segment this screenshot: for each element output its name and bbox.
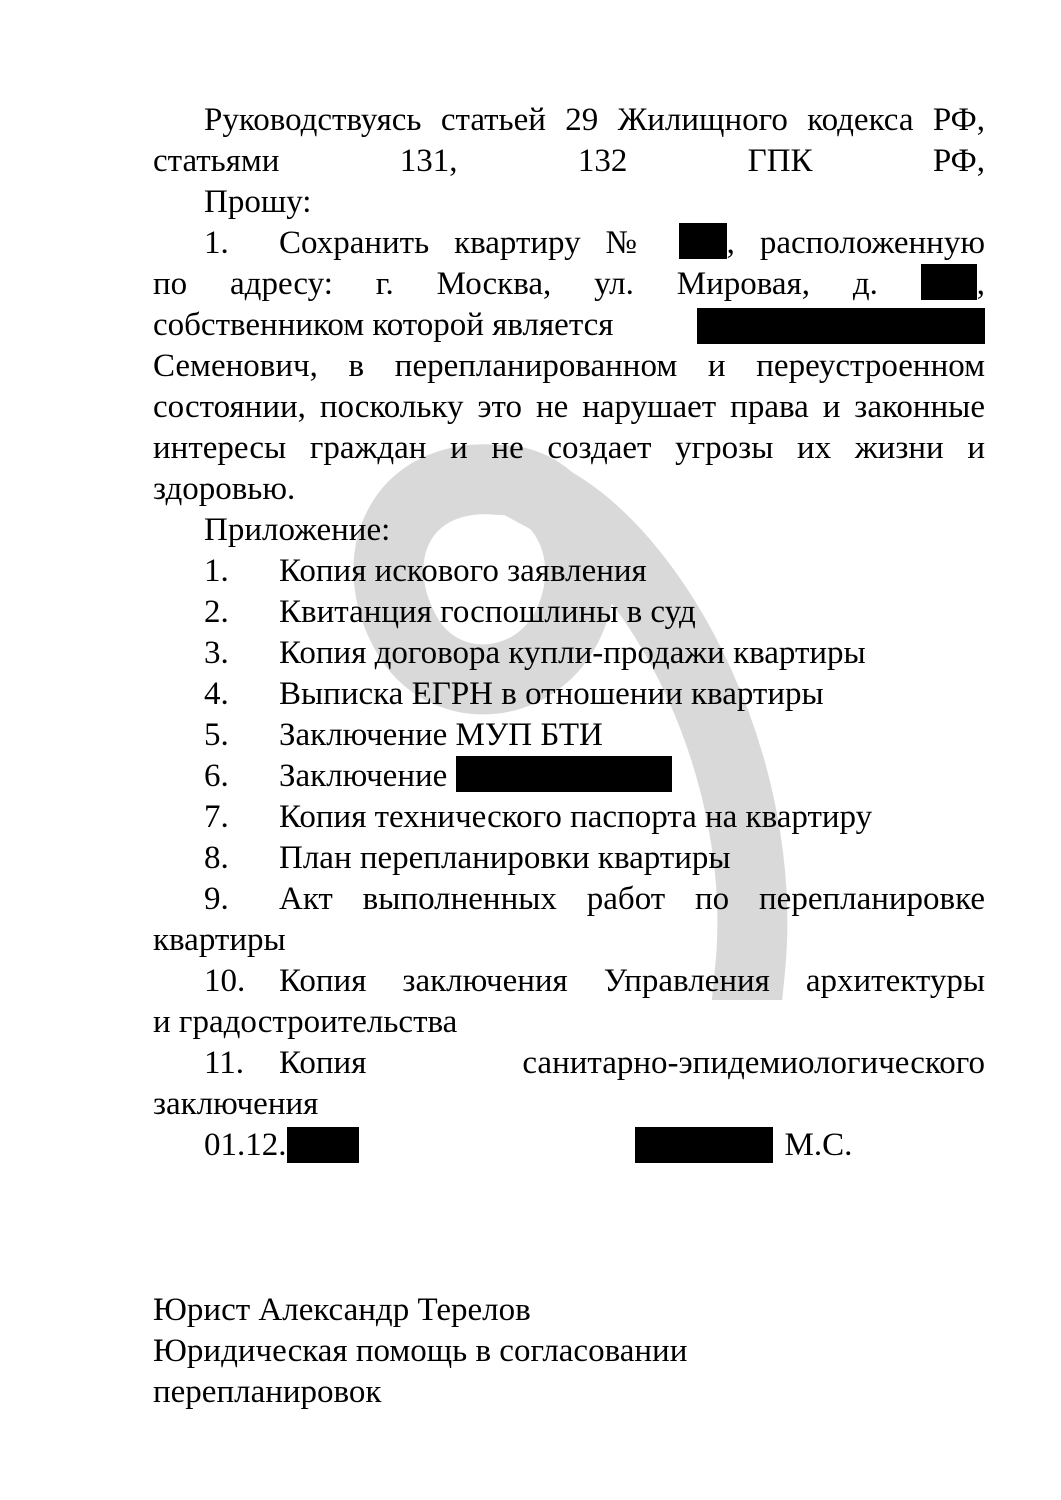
footer-line-1: Юрист Александр Терелов <box>153 1292 531 1328</box>
list-item: 3. Копия договора купли-продажи квартиры <box>204 635 866 671</box>
date: 01.12. <box>204 1127 287 1163</box>
date-signature-line <box>153 1125 985 1166</box>
redaction-box <box>921 264 977 300</box>
intro-paragraph: Руководствуясь статьей 29 Жилищного кодекса РФ, статьями 131, 132 ГПК РФ, <box>153 102 985 179</box>
attachments-label: Приложение: <box>204 512 391 548</box>
list-item: 5. Заключение МУП БТИ <box>204 717 603 753</box>
footer-signature <box>153 1290 985 1413</box>
document-body <box>153 100 985 1166</box>
redaction-box <box>456 756 672 792</box>
redaction-box <box>287 1127 359 1163</box>
list-item: 10. Копия заключения Управления архитектуры <box>204 963 985 999</box>
request-number: 1. <box>204 225 229 261</box>
list-item: 11. Копия санитарно-эпидемиологического <box>204 1045 985 1081</box>
list-item: 1. Копия искового заявления <box>204 553 647 589</box>
list-item: 2. Квитанция госпошлины в суд <box>204 594 696 630</box>
list-item-continuation: и градостроительства <box>153 1004 458 1040</box>
redaction-box <box>679 223 727 259</box>
list-item: 9. Акт выполненных работ по перепланировке <box>204 881 985 917</box>
footer-line-3: перепланировок <box>153 1374 382 1410</box>
footer-line-2: Юридическая помощь в согласовании <box>153 1333 688 1369</box>
request-label: Прошу: <box>204 184 312 220</box>
request-item: 1. Сохранить квартиру № , расположенную по адресу: г. Москва, ул. Мировая, д. , собственником которой является Семенович, в перепланированном и переустроенном состоянии, поскольку это не нарушает права и законные интересы граждан и не создает угрозы их жизни и здоровью. <box>153 223 985 510</box>
list-item: 6. Заключение <box>153 756 985 797</box>
list-item: 8. План перепланировки квартиры <box>204 840 731 876</box>
redaction-box <box>635 1127 773 1163</box>
list-item: 4. Выписка ЕГРН в отношении квартиры <box>204 676 824 712</box>
list-item-continuation: заключения <box>153 1086 319 1122</box>
signatory-initials: М.С. <box>784 1127 853 1163</box>
redaction-box <box>697 308 985 344</box>
list-item-continuation: квартиры <box>153 922 286 958</box>
list-item: 7. Копия технического паспорта на квартиру <box>204 799 873 835</box>
request-text: Семенович, в перепланированном и переустроенном состоянии, поскольку это не нарушает права и законные интересы граждан и не создает угрозы их жизни и здоровью. <box>153 348 985 507</box>
attachments-list <box>153 551 985 1125</box>
